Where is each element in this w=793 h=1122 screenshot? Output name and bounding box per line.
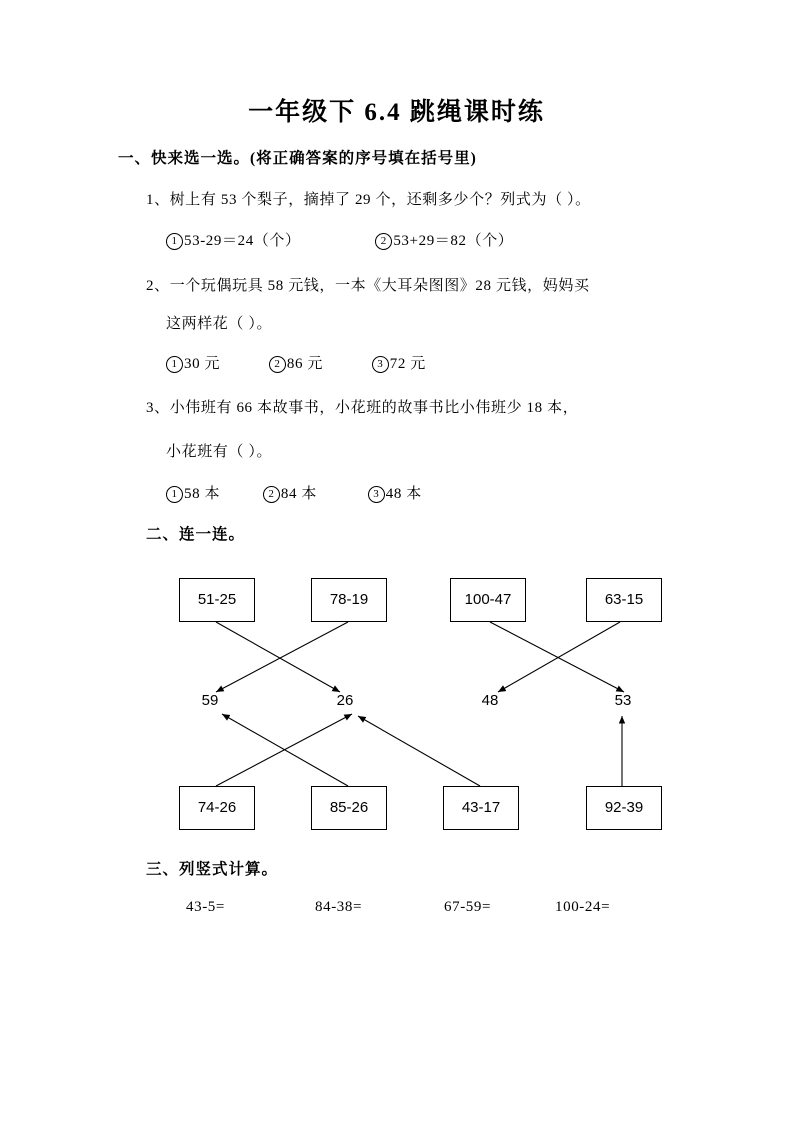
question-3-line-1: 3、小伟班有 66 本故事书，小花班的故事书比小伟班少 18 本，: [146, 400, 579, 416]
match-box-bottom-1[interactable]: 74-26: [179, 786, 255, 830]
option-mark-3: 3: [368, 486, 385, 503]
match-box-bottom-2[interactable]: 85-26: [311, 786, 387, 830]
vertical-problem-2: 84-38=: [315, 899, 363, 915]
match-box-top-3[interactable]: 100-47: [450, 578, 526, 622]
match-box-top-2[interactable]: 78-19: [311, 578, 387, 622]
option-text-3: 72 元: [389, 356, 426, 372]
question-3-line-2: 小花班有（ ）。: [166, 444, 273, 460]
question-2-options: [166, 352, 426, 373]
match-number-3[interactable]: 48: [481, 692, 499, 709]
option-text-2: 86 元: [286, 356, 324, 372]
match-box-top-1[interactable]: 51-25: [179, 578, 255, 622]
page-title: 一年级下 6.4 跳绳课时练: [248, 99, 545, 126]
option-text-2: 53+29＝82（个）: [393, 233, 514, 249]
option-mark-1: 1: [166, 486, 183, 503]
option-mark-2: 2: [263, 486, 280, 503]
section-1-heading: 一、快来选一选。(将正确答案的序号填在括号里): [118, 150, 477, 167]
option-mark-2: 2: [375, 233, 392, 250]
match-number-4[interactable]: 53: [614, 692, 632, 709]
option-mark-1: 1: [166, 233, 183, 250]
match-number-2[interactable]: 26: [336, 692, 354, 709]
option-text-1: 30 元: [184, 356, 221, 372]
vertical-problem-3: 67-59=: [444, 899, 492, 915]
option-text-1: 53-29＝24（个）: [184, 233, 301, 249]
match-box-bottom-3[interactable]: 43-17: [443, 786, 519, 830]
option-text-1: 58 本: [184, 486, 221, 502]
question-2-line-2: 这两样花（ ）。: [166, 316, 273, 332]
vertical-problem-1: 43-5=: [186, 899, 225, 915]
section-3-heading: 三、列竖式计算。: [146, 861, 279, 878]
match-number-1[interactable]: 59: [201, 692, 219, 709]
section-2-heading: 二、连一连。: [146, 526, 246, 543]
option-mark-2: 2: [269, 356, 286, 373]
option-mark-1: 1: [166, 356, 183, 373]
option-mark-3: 3: [372, 356, 389, 373]
match-box-top-4[interactable]: 63-15: [586, 578, 662, 622]
option-text-2: 84 本: [280, 486, 318, 502]
match-box-bottom-4[interactable]: 92-39: [586, 786, 662, 830]
question-1-options: [166, 229, 513, 250]
vertical-problem-4: 100-24=: [555, 899, 611, 915]
question-3-options: [166, 482, 422, 503]
question-1-text: 1、树上有 53 个梨子，摘掉了 29 个，还剩多少个？列式为（ ）。: [146, 192, 591, 208]
question-2-line-1: 2、一个玩偶玩具 58 元钱，一本《大耳朵图图》28 元钱，妈妈买: [146, 278, 590, 294]
option-text-3: 48 本: [385, 486, 422, 502]
